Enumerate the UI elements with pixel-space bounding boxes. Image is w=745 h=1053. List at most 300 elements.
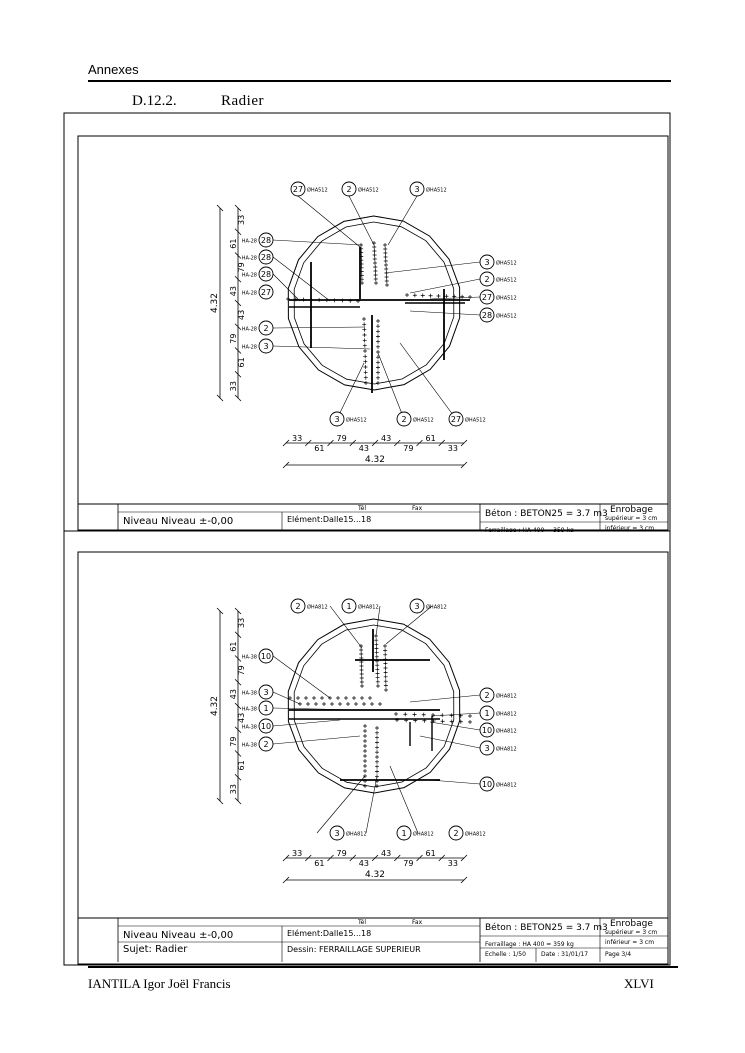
drawing-sheet-2 (0, 530, 745, 966)
rebar-mark (364, 370, 368, 374)
leader-line (388, 196, 417, 245)
leader-line (432, 713, 480, 716)
rebar-mark (375, 655, 379, 659)
rebar-mark (344, 696, 348, 700)
rebar-mark (363, 769, 367, 773)
dimension-total-vertical: 4.32 (210, 695, 220, 717)
rebar-mark (385, 275, 389, 279)
rebar-mark (384, 255, 388, 259)
rebar-mark (375, 750, 379, 754)
rebar-mark (468, 720, 472, 724)
leader-line (410, 279, 480, 293)
rebar-mark (370, 702, 374, 706)
sheet-outer-frame (64, 113, 670, 531)
rebar-mark (375, 736, 379, 740)
dimension-segment-horizontal: 61 (425, 849, 436, 858)
title-block-dessin: Dessin: FERRAILLAGE SUPERIEUR (287, 945, 421, 954)
callout-number: 27 (450, 415, 462, 425)
dimension-segment-horizontal: 33 (292, 849, 303, 858)
callout-number: 1 (346, 602, 352, 612)
dimension-segment-vertical: 43 (229, 286, 238, 297)
title-block-enrobage-sup: supérieur = 3 cm (605, 515, 658, 522)
title-block-enrobage-sup: supérieur = 3 cm (605, 929, 658, 936)
callout-bar-label: ØHA812 (413, 831, 434, 838)
rebar-mark (383, 243, 387, 247)
callout-number: 2 (263, 740, 269, 750)
callout-number: 28 (260, 270, 272, 280)
callout-number: 2 (346, 185, 352, 195)
rebar-mark (405, 293, 409, 297)
title-block-page: Page 3/4 (605, 951, 632, 958)
rebar-mark (354, 702, 358, 706)
leader-line (400, 343, 456, 419)
callout-number: 2 (453, 829, 459, 839)
rebar-mark (375, 760, 379, 764)
dimension-segment-vertical: 33 (237, 214, 246, 225)
rebar-mark (376, 672, 380, 676)
rebar-mark (363, 349, 367, 353)
dimension-segment-vertical: 79 (237, 262, 246, 273)
callout-bar-label: ØHA512 (496, 260, 517, 267)
rebar-mark (394, 712, 398, 716)
rebar-mark (468, 714, 472, 718)
rebar-mark (375, 647, 379, 651)
rebar-mark (373, 261, 377, 265)
leader-line (410, 695, 480, 702)
rebar-mark (363, 739, 367, 743)
page-header-text: Annexes (88, 62, 139, 77)
rebar-mark (383, 251, 387, 255)
slab-outline-inner (294, 625, 454, 787)
dimension-segment-vertical: 61 (229, 641, 238, 652)
rebar-mark (376, 340, 380, 344)
title-block-enrobage-inf: inférieur = 3 cm (605, 939, 655, 946)
rebar-mark (330, 702, 334, 706)
rebar-mark (346, 702, 350, 706)
rebar-mark (376, 324, 380, 328)
rebar-mark (403, 712, 407, 716)
callout-number: 2 (401, 415, 407, 425)
dimension-segment-vertical: 33 (237, 617, 246, 628)
rebar-mark (296, 696, 300, 700)
rebar-mark (376, 319, 380, 323)
rebar-mark (373, 265, 377, 269)
rebar-mark (363, 724, 367, 728)
rebar-mark (384, 688, 388, 692)
callout-bar-label: HA-28 (241, 344, 257, 351)
callout-bar-label: ØHA512 (426, 187, 447, 194)
callout-number: 1 (263, 704, 269, 714)
rebar-mark (362, 317, 366, 321)
rebar-mark (360, 676, 364, 680)
rebar-mark (376, 676, 380, 680)
rebar-mark (360, 672, 364, 676)
rebar-mark (320, 696, 324, 700)
title-block-sujet: Sujet: Radier (123, 944, 188, 955)
rebar-mark (441, 719, 445, 723)
rebar-mark (336, 696, 340, 700)
callout-bar-label: ØHA812 (496, 711, 517, 718)
dimension-segment-vertical: 43 (237, 712, 246, 723)
rebar-mark (383, 247, 387, 251)
callout-number: 10 (481, 726, 493, 736)
callout-number: 2 (484, 275, 490, 285)
callout-bar-label: HA-38 (241, 742, 257, 749)
dimension-segment-vertical: 33 (229, 381, 238, 392)
rebar-mark (375, 667, 379, 671)
callout-bar-label: HA-28 (241, 238, 257, 245)
rebar-mark (376, 381, 380, 385)
rebar-mark (437, 294, 441, 298)
callout-bar-label: HA-38 (241, 724, 257, 731)
leader-line (390, 766, 418, 833)
callout-bar-label: ØHA512 (465, 417, 486, 424)
section-title: Radier (221, 93, 264, 109)
radier-drawing-upper-reinforcement (0, 530, 745, 966)
rebar-mark (363, 744, 367, 748)
footer-page-number: XLVI (624, 976, 654, 991)
rebar-mark (333, 298, 337, 302)
callout-bar-label: ØHA812 (346, 831, 367, 838)
leader-line (366, 776, 377, 833)
rebar-mark (384, 666, 388, 670)
callout-bar-label: HA-38 (241, 690, 257, 697)
rebar-mark (376, 371, 380, 375)
rebar-mark (363, 338, 367, 342)
sheet-outer-frame (64, 531, 670, 965)
callout-bar-label: HA-28 (241, 272, 257, 279)
callout-number: 28 (481, 311, 493, 321)
rebar-mark (360, 684, 364, 688)
callout-number: 27 (481, 293, 493, 303)
callout-bar-label: ØHA812 (465, 831, 486, 838)
rebar-mark (376, 680, 380, 684)
rebar-mark (362, 328, 366, 332)
callout-number: 3 (484, 744, 490, 754)
rebar-mark (376, 684, 380, 688)
leader-line (386, 606, 432, 644)
title-block-beton: Béton : BETON25 = 3.7 m3 (485, 923, 608, 933)
rebar-mark (363, 333, 367, 337)
leader-line (349, 196, 374, 245)
leader-line (430, 297, 480, 299)
dimension-segment-horizontal: 79 (403, 444, 414, 453)
dimension-segment-horizontal: 79 (336, 849, 347, 858)
callout-bar-label: ØHA812 (496, 746, 517, 753)
dimension-segment-horizontal: 43 (381, 434, 392, 443)
dimension-segment-vertical: 61 (237, 357, 246, 368)
rebar-mark (362, 702, 366, 706)
rebar-mark (309, 298, 313, 302)
leader-line (420, 736, 480, 748)
rebar-mark (422, 713, 426, 717)
leader-line (378, 353, 404, 419)
callout-number: 10 (481, 780, 493, 790)
rebar-mark (322, 702, 326, 706)
dimension-segment-horizontal: 79 (336, 434, 347, 443)
rebar-mark (317, 298, 321, 302)
title-block-fax: Fax (412, 505, 423, 512)
callout-number: 2 (295, 602, 301, 612)
rebar-mark (376, 366, 380, 370)
rebar-mark (362, 322, 366, 326)
leader-line (317, 776, 365, 833)
callout-number: 1 (401, 829, 407, 839)
leader-line (273, 346, 370, 349)
rebar-mark (375, 741, 379, 745)
callout-bar-label: ØHA512 (307, 187, 328, 194)
title-block-date: Date : 31/01/17 (541, 951, 589, 958)
leader-line (376, 606, 380, 636)
title-block-ferraillage: Ferraillage : HA 400 = 359 kg (485, 941, 574, 948)
rebar-mark (374, 281, 378, 285)
rebar-mark (338, 702, 342, 706)
dimension-segment-horizontal: 43 (358, 444, 369, 453)
dimension-segment-vertical: 79 (229, 333, 238, 344)
callout-number: 28 (260, 236, 272, 246)
callout-bar-label: HA-38 (241, 706, 257, 713)
rebar-mark (360, 680, 364, 684)
rebar-mark (384, 679, 388, 683)
title-block-enrobage: Enrobage (610, 505, 653, 515)
leader-line (273, 720, 340, 726)
rebar-mark (374, 273, 378, 277)
rebar-mark (363, 784, 367, 788)
rebar-mark (364, 365, 368, 369)
callout-bar-label: ØHA812 (358, 604, 379, 611)
dimension-segment-horizontal: 43 (358, 859, 369, 868)
callout-bar-label: ØHA512 (413, 417, 434, 424)
rebar-mark (413, 293, 417, 297)
rebar-mark (444, 294, 448, 298)
rebar-mark (384, 259, 388, 263)
callout-bar-label: ØHA512 (496, 295, 517, 302)
dimension-segment-vertical: 33 (229, 784, 238, 795)
rebar-mark (363, 764, 367, 768)
rebar-mark (314, 702, 318, 706)
callout-bar-label: ØHA812 (426, 604, 447, 611)
slab-outline-outer (288, 619, 459, 793)
rebar-mark (376, 360, 380, 364)
title-block-tel: Tél (358, 505, 367, 512)
rebar-mark (383, 644, 387, 648)
dimension-segment-horizontal: 61 (425, 434, 436, 443)
callout-bar-label: ØHA512 (496, 277, 517, 284)
rebar-mark (373, 257, 377, 261)
leader-line (273, 656, 330, 698)
rebar-mark (373, 269, 377, 273)
callout-number: 28 (260, 253, 272, 263)
rebar-mark (363, 754, 367, 758)
rebar-mark (363, 749, 367, 753)
rebar-mark (360, 696, 364, 700)
rebar-mark (384, 675, 388, 679)
dimension-segment-horizontal: 79 (403, 859, 414, 868)
rebar-mark (363, 729, 367, 733)
callout-number: 2 (263, 324, 269, 334)
rebar-mark (468, 295, 472, 299)
callout-bar-label: ØHA512 (358, 187, 379, 194)
rebar-mark (363, 759, 367, 763)
leader-line (273, 736, 360, 744)
dimension-segment-vertical: 43 (229, 689, 238, 700)
drawing-sheet-1 (0, 112, 745, 532)
footer-author: IANTILA Igor Joël Francis (88, 976, 231, 991)
rebar-mark (360, 668, 364, 672)
callout-number: 27 (292, 185, 304, 195)
title-block-tel: Tél (358, 919, 367, 926)
callout-number: 27 (260, 288, 272, 298)
header-rule (88, 80, 671, 82)
callout-number: 3 (414, 185, 420, 195)
callout-number: 3 (334, 829, 340, 839)
callout-number: 1 (484, 709, 490, 719)
leader-line (337, 363, 364, 419)
leader-line (273, 257, 330, 301)
rebar-mark (460, 295, 464, 299)
leader-line (385, 262, 480, 273)
rebar-mark (375, 726, 379, 730)
rebar-mark (363, 734, 367, 738)
rebar-mark (375, 745, 379, 749)
rebar-mark (368, 696, 372, 700)
dimension-segment-horizontal: 33 (447, 444, 458, 453)
callout-number: 3 (263, 342, 269, 352)
rebar-mark (374, 642, 378, 646)
rebar-mark (363, 344, 367, 348)
rebar-mark (450, 720, 454, 724)
dimension-total-horizontal: 4.32 (364, 455, 386, 465)
rebar-mark (384, 267, 388, 271)
rebar-mark (364, 381, 368, 385)
callout-bar-label: HA-28 (241, 326, 257, 333)
callout-bar-label: ØHA812 (496, 728, 517, 735)
footer-rule (88, 966, 678, 968)
dimension-segment-horizontal: 61 (314, 444, 325, 453)
dimension-segment-horizontal: 43 (381, 849, 392, 858)
callout-bar-label: ØHA812 (307, 604, 328, 611)
rebar-mark (359, 652, 363, 656)
rebar-mark (376, 376, 380, 380)
title-block-fax: Fax (412, 919, 423, 926)
rebar-mark (375, 755, 379, 759)
callout-number: 2 (484, 691, 490, 701)
dimension-segment-vertical: 79 (229, 736, 238, 747)
rebar-mark (383, 662, 387, 666)
dimension-segment-horizontal: 33 (447, 859, 458, 868)
rebar-mark (312, 696, 316, 700)
rebar-mark (374, 638, 378, 642)
leader-line (273, 692, 300, 704)
dimension-total-horizontal: 4.32 (364, 870, 386, 880)
leader-line (430, 722, 480, 730)
rebar-mark (378, 702, 382, 706)
callout-bar-label: HA-38 (241, 654, 257, 661)
rebar-mark (376, 345, 380, 349)
dimension-segment-horizontal: 61 (314, 859, 325, 868)
rebar-mark (376, 335, 380, 339)
dimension-total-vertical: 4.32 (210, 292, 220, 314)
dimension-segment-horizontal: 33 (292, 434, 303, 443)
rebar-mark (385, 283, 389, 287)
rebar-mark (421, 294, 425, 298)
rebar-mark (306, 702, 310, 706)
rebar-mark (429, 294, 433, 298)
callout-bar-label: ØHA812 (496, 782, 517, 789)
rebar-mark (375, 770, 379, 774)
callout-bar-label: ØHA812 (496, 693, 517, 700)
title-block-beton: Béton : BETON25 = 3.7 m3 (485, 509, 608, 519)
leader-line (410, 311, 480, 315)
callout-bar-label: ØHA512 (496, 313, 517, 320)
callout-number: 10 (260, 652, 272, 662)
radier-drawing-lower-reinforcement (0, 112, 745, 532)
rebar-mark (360, 664, 364, 668)
rebar-mark (364, 376, 368, 380)
rebar-mark (413, 713, 417, 717)
leader-line (273, 240, 362, 245)
rebar-mark (359, 648, 363, 652)
title-block-enrobage: Enrobage (610, 919, 653, 929)
dimension-segment-vertical: 61 (229, 238, 238, 249)
rebar-mark (383, 648, 387, 652)
rebar-mark (384, 684, 388, 688)
title-block-echelle: Echelle : 1/50 (485, 951, 526, 958)
rebar-mark (375, 765, 379, 769)
rebar-mark (450, 714, 454, 718)
dimension-segment-vertical: 61 (237, 760, 246, 771)
sheet-inner-frame (78, 136, 668, 530)
title-block-ferraillage: Ferraillage : HA 400 = 359 kg (485, 527, 574, 532)
rebar-mark (384, 670, 388, 674)
title-block-element: Elément:Dalle15...18 (287, 515, 372, 524)
rebar-mark (375, 651, 379, 655)
leader-line (298, 196, 360, 247)
leader-line (430, 780, 480, 784)
title-block-niveau: Niveau Niveau ±-0,00 (123, 516, 234, 527)
sheet-inner-frame (78, 552, 668, 964)
dimension-segment-vertical: 79 (237, 665, 246, 676)
rebar-mark (384, 263, 388, 267)
dimension-segment-vertical: 43 (237, 309, 246, 320)
callout-number: 3 (414, 602, 420, 612)
title-block-element: Elément:Dalle15...18 (287, 929, 372, 938)
rebar-mark (352, 696, 356, 700)
rebar-mark (304, 696, 308, 700)
leader-line (273, 327, 365, 328)
callout-bar-label: HA-28 (241, 290, 257, 297)
rebar-mark (375, 731, 379, 735)
rebar-mark (372, 245, 376, 249)
callout-number: 10 (260, 722, 272, 732)
rebar-mark (383, 653, 387, 657)
title-block-enrobage-inf: inférieur = 3 cm (605, 525, 655, 532)
callout-number: 3 (263, 688, 269, 698)
callout-bar-label: ØHA512 (346, 417, 367, 424)
leader-line (273, 274, 300, 301)
rebar-mark (363, 354, 367, 358)
rebar-mark (385, 279, 389, 283)
rebar-mark (374, 277, 378, 281)
callout-number: 3 (484, 258, 490, 268)
callout-number: 3 (334, 415, 340, 425)
rebar-mark (375, 663, 379, 667)
rebar-mark (376, 329, 380, 333)
section-number: D.12.2. (132, 93, 177, 109)
rebar-mark (372, 249, 376, 253)
rebar-mark (373, 253, 377, 257)
callout-bar-label: HA-28 (241, 255, 257, 262)
